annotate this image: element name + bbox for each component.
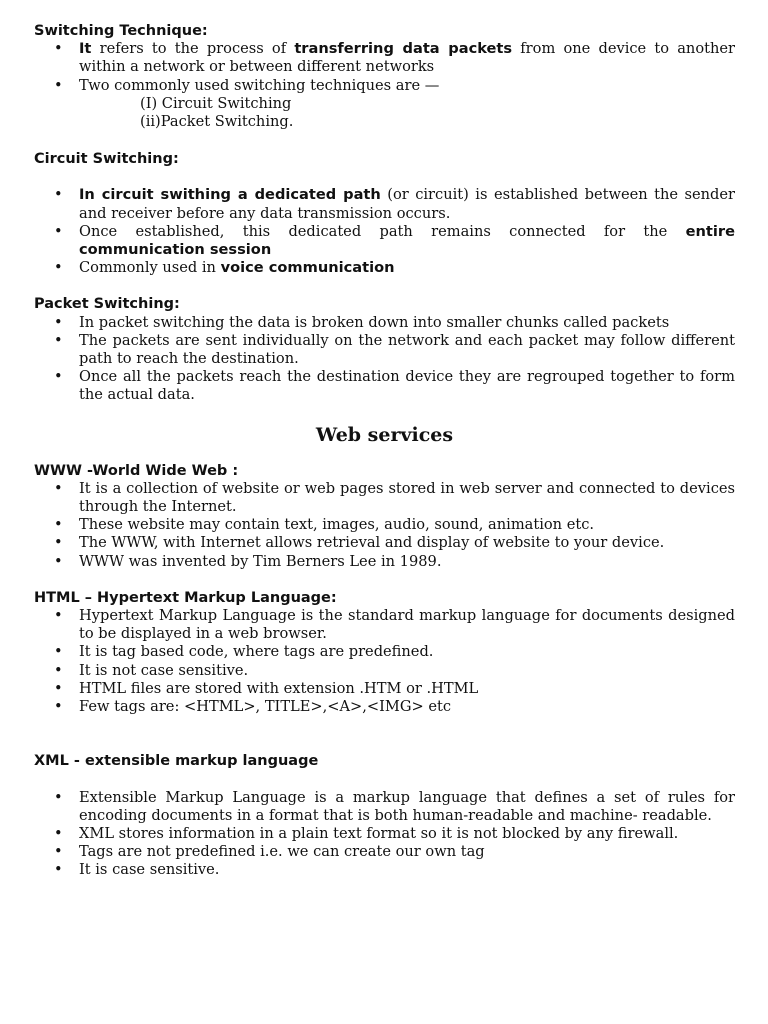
list-item: • Extensible Markup Language is a markup language that defines a set of rules for encoding documents in a format that is both human-readable and machine- readable. — [34, 789, 735, 825]
packet-list — [34, 314, 735, 405]
list-item: • It is case sensitive. — [34, 861, 735, 879]
html-list — [34, 607, 735, 716]
list-item: • It refers to the process of transferring data packets from one device to another within a network or between different networks — [34, 40, 735, 76]
list-item: • It is not case sensitive. — [34, 662, 735, 680]
circuit-list — [34, 186, 735, 277]
list-item: • The WWW, with Internet allows retrieval and display of website to your device. — [34, 534, 735, 552]
list-item: • XML stores information in a plain text format so it is not blocked by any firewall. — [34, 825, 735, 843]
list-item: • The packets are sent individually on the network and each packet may follow different path to reach the destination. — [34, 332, 735, 368]
xml-heading: XML - extensible markup language — [34, 753, 319, 770]
list-item: • Once all the packets reach the destination device they are regrouped together to form the actual data. — [34, 368, 735, 404]
www-list — [34, 480, 735, 571]
html-heading: HTML – Hypertext Markup Language: — [34, 589, 337, 606]
sub-item-packet: (ii)Packet Switching. — [140, 113, 294, 131]
list-item: • It is tag based code, where tags are predefined. — [34, 643, 735, 661]
packet-heading: Packet Switching: — [34, 296, 180, 313]
list-item: • Hypertext Markup Language is the standard markup language for documents designed to be displayed in a web browser. — [34, 607, 735, 643]
circuit-heading: Circuit Switching: — [34, 151, 179, 168]
list-item: • HTML files are stored with extension .HTM or .HTML — [34, 680, 735, 698]
list-item: • Tags are not predefined i.e. we can create our own tag — [34, 843, 735, 861]
list-item: • It is a collection of website or web pages stored in web server and connected to devices through the Internet. — [34, 480, 735, 516]
switching-heading: Switching Technique: — [34, 23, 208, 39]
list-item: • Once established, this dedicated path remains connected for the entire communication session — [34, 223, 735, 259]
list-item: • WWW was invented by Tim Berners Lee in 1989. — [34, 553, 735, 571]
list-item: • Commonly used in voice communication — [34, 259, 735, 277]
www-heading: WWW -World Wide Web : — [34, 462, 239, 479]
sub-item-circuit: (I) Circuit Switching — [140, 94, 292, 112]
list-item: • In circuit swithing a dedicated path (or circuit) is established between the sender and receiver before any data transmission occurs. — [34, 186, 735, 222]
switching-list — [34, 40, 735, 95]
web-services-title: Web services — [315, 423, 454, 446]
list-item: • These website may contain text, images, audio, sound, animation etc. — [34, 516, 735, 534]
list-item: • Two commonly used switching techniques are — — [34, 77, 735, 95]
list-item: • Few tags are: <HTML>, TITLE>,<A>,<IMG> etc — [34, 698, 735, 716]
xml-list — [34, 789, 735, 880]
list-item: • In packet switching the data is broken down into smaller chunks called packets — [34, 314, 735, 332]
document-page — [34, 22, 735, 880]
